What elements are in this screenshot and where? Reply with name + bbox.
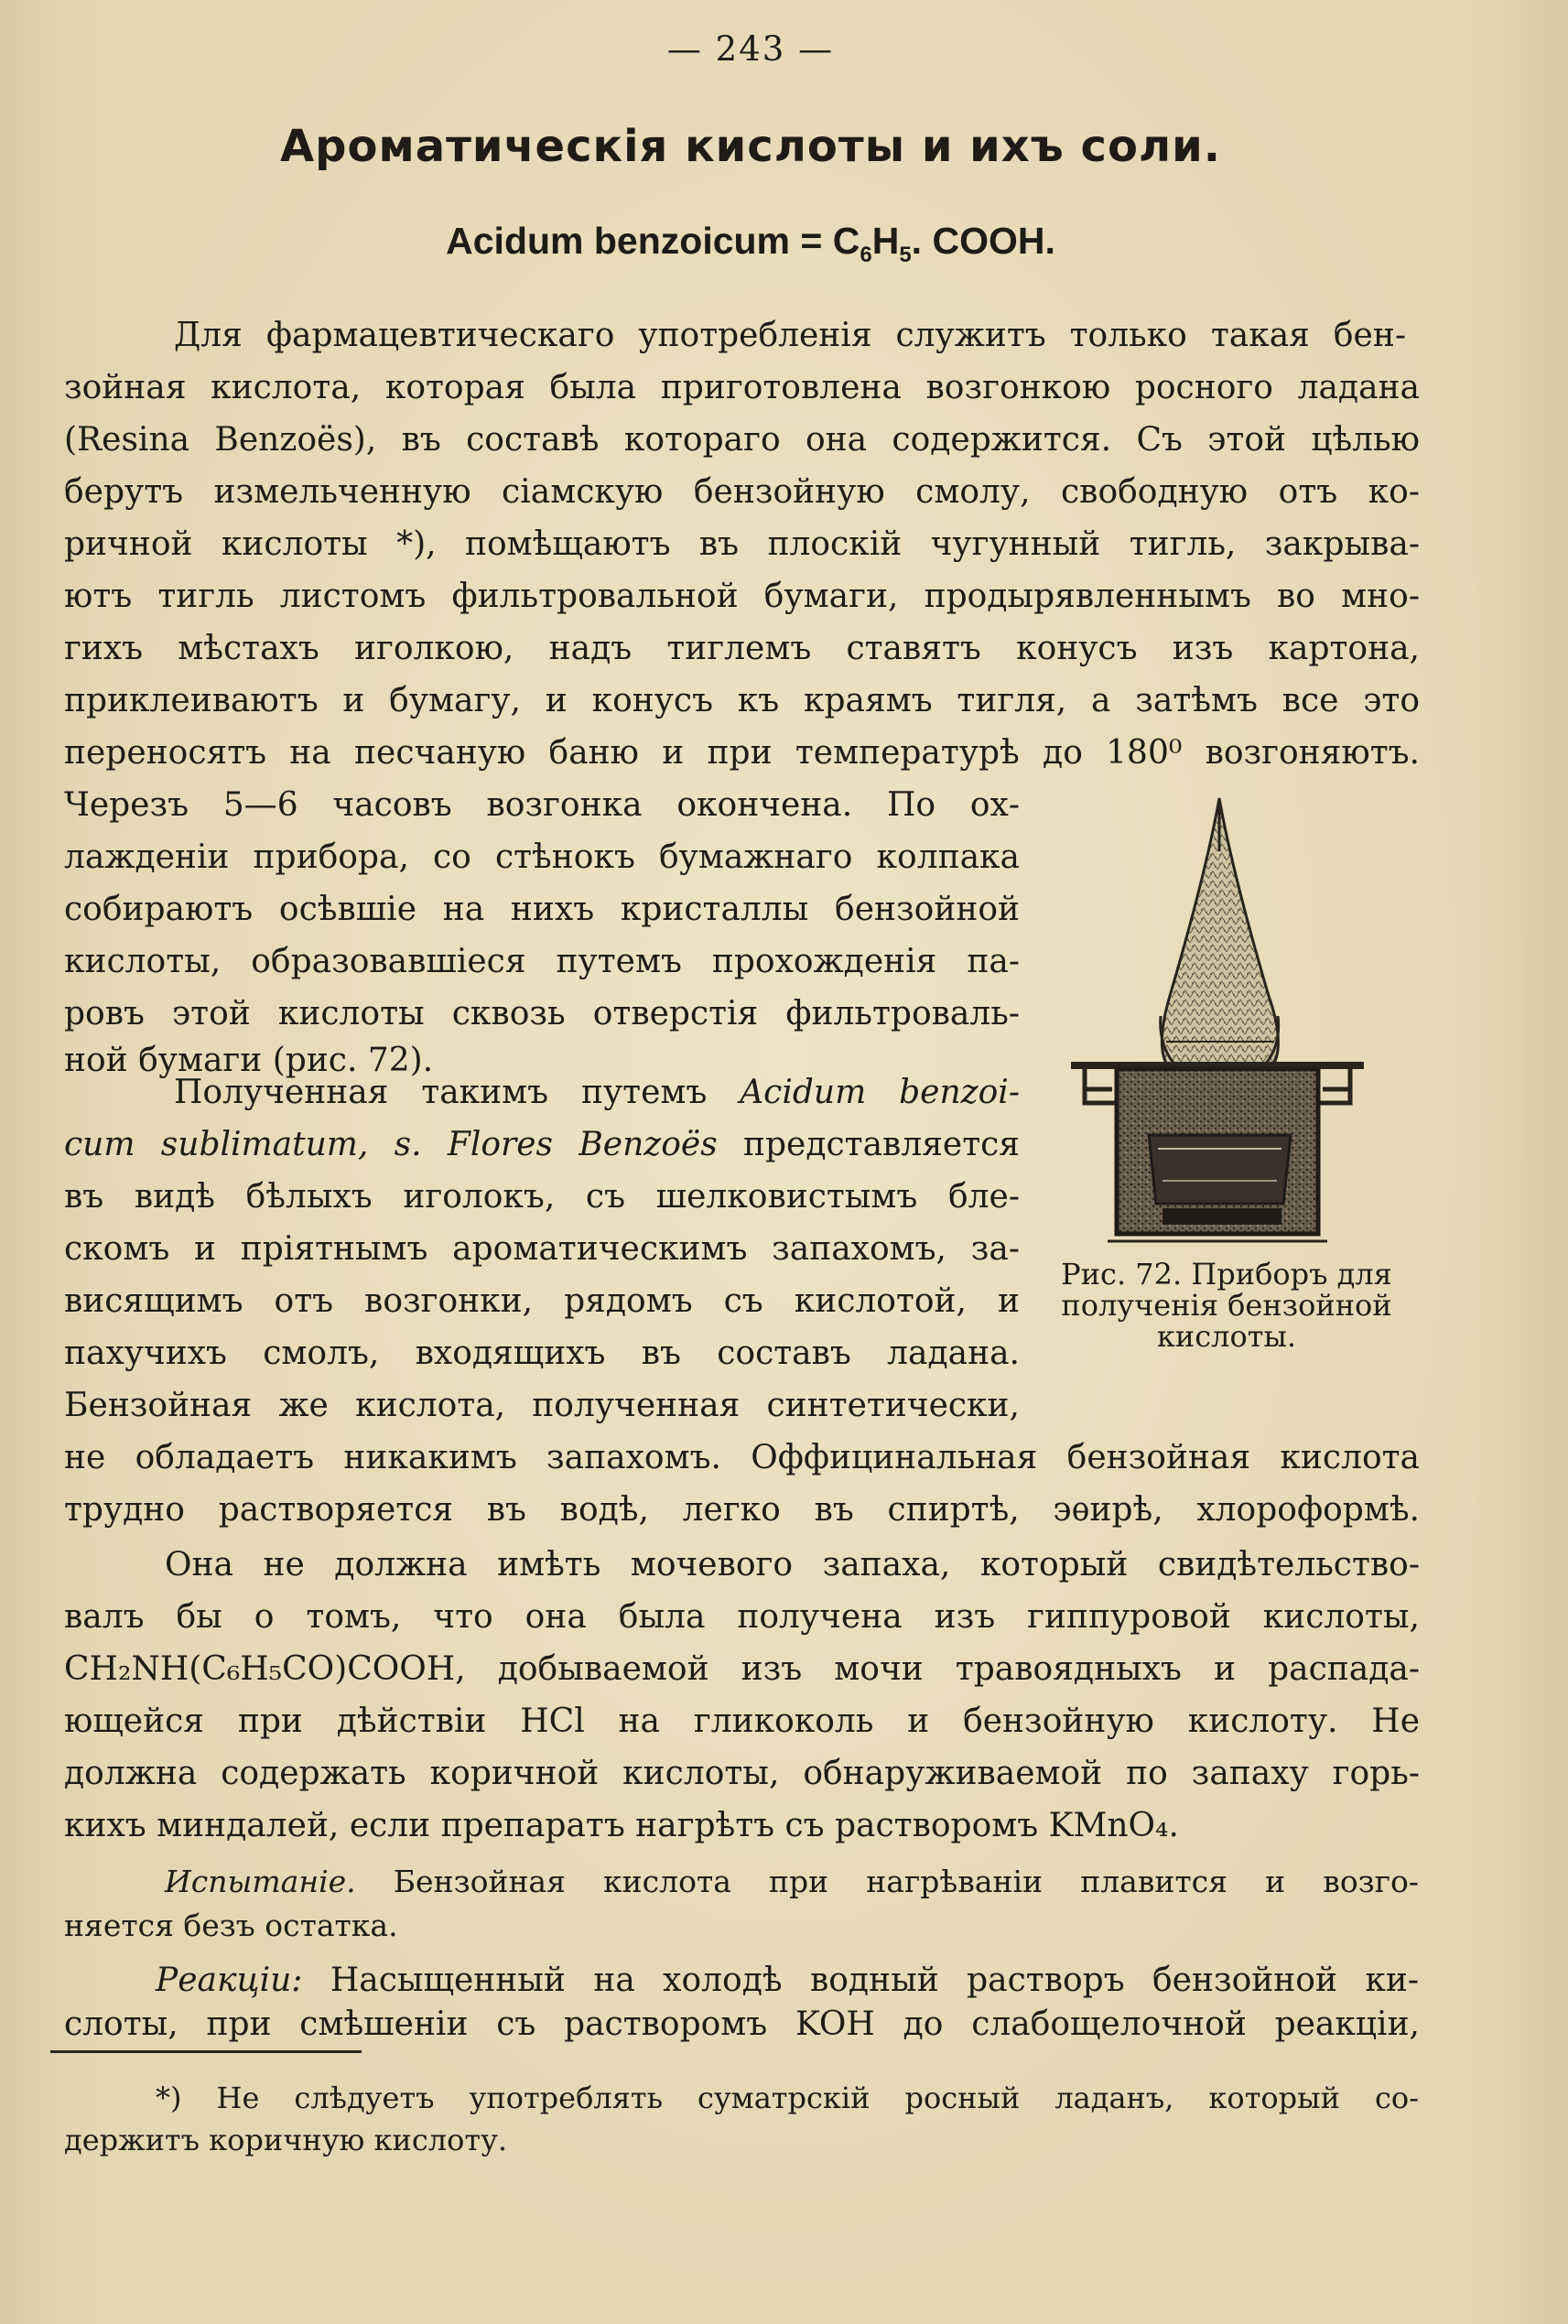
para3-line: CH₂NH(C₆H₅CO)COOH, добываемой изъ мочи травоядныхъ и распада- xyxy=(64,1650,1420,1688)
para2-line: въ видѣ бѣлыхъ иголокъ, съ шелковистымъ бле- xyxy=(64,1178,1020,1216)
para1-line: берутъ измельченную сіамскую бензойную смолу, свободную отъ ко- xyxy=(64,473,1420,511)
para2-line xyxy=(64,1125,1020,1165)
para2-line: Бензойная же кислота, полученная синтетически, xyxy=(64,1387,1020,1424)
para2-text: Полученная такимъ путемъ xyxy=(174,1074,741,1111)
para1-line: ютъ тигль листомъ фильтровальной бумаги, продырявленнымъ во мно- xyxy=(64,578,1420,615)
para1-line: гихъ мѣстахъ иголкою, надъ тиглемъ ставятъ конусъ изъ картона, xyxy=(64,630,1420,667)
subtitle-mid: H xyxy=(871,220,900,262)
para1-line: приклеиваютъ и бумагу, и конусъ къ краямъ тигля, а затѣмъ все это xyxy=(64,682,1420,719)
subtitle-text: Acidum benzoicum = C xyxy=(446,220,860,262)
para1-line: кислоты, образовавшіеся путемъ прохожденія па- xyxy=(64,943,1020,980)
reactions-label: Реакціи: xyxy=(156,1962,303,1999)
reactions-line xyxy=(156,1961,1419,2001)
subtitle-sub2: 5 xyxy=(899,243,912,268)
caption-line: полученія бензойной xyxy=(1061,1288,1392,1323)
para1-line: ричной кислоты *), помѣщаютъ въ плоскій чугунный тигль, закрыва- xyxy=(64,525,1420,563)
para1-line: лажденіи прибора, со стѣнокъ бумажнаго колпака xyxy=(64,838,1020,876)
sublimation-apparatus-figure xyxy=(1071,787,1364,1245)
para1-line: Для фармацевтическаго употребленія служитъ только такая бен- xyxy=(174,317,1406,354)
footnote-line: держитъ коричную кислоту. xyxy=(64,2123,508,2157)
para3-line: Она не должна имѣть мочевого запаха, который свидѣтельство- xyxy=(165,1546,1420,1584)
para3-line: ющейся при дѣйствіи HCl на гликоколь и бензойную кислоту. Не xyxy=(64,1702,1420,1740)
para2-line: скомъ и пріятнымъ ароматическимъ запахомъ, за- xyxy=(64,1230,1020,1268)
subtitle-sub1: 6 xyxy=(860,243,872,268)
footnote-line: *) Не слѣдуетъ употреблять суматрскій росный ладанъ, который со- xyxy=(156,2081,1419,2115)
para1-line: ной бумаги (рис. 72). xyxy=(64,1042,434,1079)
caption-line: кислоты. xyxy=(1156,1319,1297,1354)
para1-line: переносятъ на песчаную баню и при температурѣ до 180⁰ возгоняютъ. xyxy=(64,734,1420,772)
test-line xyxy=(165,1862,1419,1902)
reactions-line: слоты, при смѣшеніи съ растворомъ KOH до слабощелочной реакціи, xyxy=(64,2005,1420,2043)
para1-line: Черезъ 5—6 часовъ возгонка окончена. По ох- xyxy=(64,786,1020,824)
para2-latin: cum sublimatum, s. Flores Benzoës xyxy=(64,1126,718,1163)
para2-line: трудно растворяется въ водѣ, легко въ спиртѣ, эѳирѣ, хлороформѣ. xyxy=(64,1491,1420,1529)
subtitle-end: . COOH. xyxy=(911,220,1055,262)
caption-line: Рис. 72. Приборъ для xyxy=(1061,1257,1392,1292)
section-title: Ароматическія кислоты и ихъ соли. xyxy=(280,121,1221,172)
para2-line: не обладаетъ никакимъ запахомъ. Оффицинальная бензойная кислота xyxy=(64,1439,1420,1476)
subtitle-formula xyxy=(0,220,1501,268)
para1-line: собираютъ осѣвшіе на нихъ кристаллы бензойной xyxy=(64,891,1020,928)
footnote-divider xyxy=(50,2050,362,2053)
para1-line: ровъ этой кислоты сквозь отверстія фильтроваль- xyxy=(64,995,1020,1032)
para3-line: кихъ миндалей, если препаратъ нагрѣтъ съ растворомъ KMnO₄. xyxy=(64,1807,1179,1844)
test-text: Бензойная кислота при нагрѣваніи плавится и возго- xyxy=(355,1864,1419,1899)
page-number: — 243 — xyxy=(666,29,835,69)
para2-line: висящимъ отъ возгонки, рядомъ съ кислотой, и xyxy=(64,1282,1020,1320)
para2-line: пахучихъ смолъ, входящихъ въ составъ ладана. xyxy=(64,1335,1020,1372)
para1-line: зойная кислота, которая была приготовлена возгонкою росного ладана xyxy=(64,369,1420,406)
test-line: няется безъ остатка. xyxy=(64,1908,398,1943)
figure-caption xyxy=(1025,1259,1428,1352)
reactions-text: Насыщенный на холодѣ водный растворъ бензойной ки- xyxy=(302,1962,1419,1999)
para2-line xyxy=(174,1073,1020,1113)
para1-line: (Resina Benzoës), въ составѣ котораго она содержится. Съ этой цѣлью xyxy=(64,421,1420,459)
para2-text: представляется xyxy=(717,1126,1020,1163)
test-label: Испытаніе. xyxy=(165,1864,356,1899)
para2-latin: Acidum benzoi- xyxy=(740,1074,1020,1111)
para3-line: должна содержать коричной кислоты, обнаруживаемой по запаху горь- xyxy=(64,1755,1420,1792)
para3-line: валъ бы о томъ, что она была получена изъ гиппуровой кислоты, xyxy=(64,1598,1420,1636)
